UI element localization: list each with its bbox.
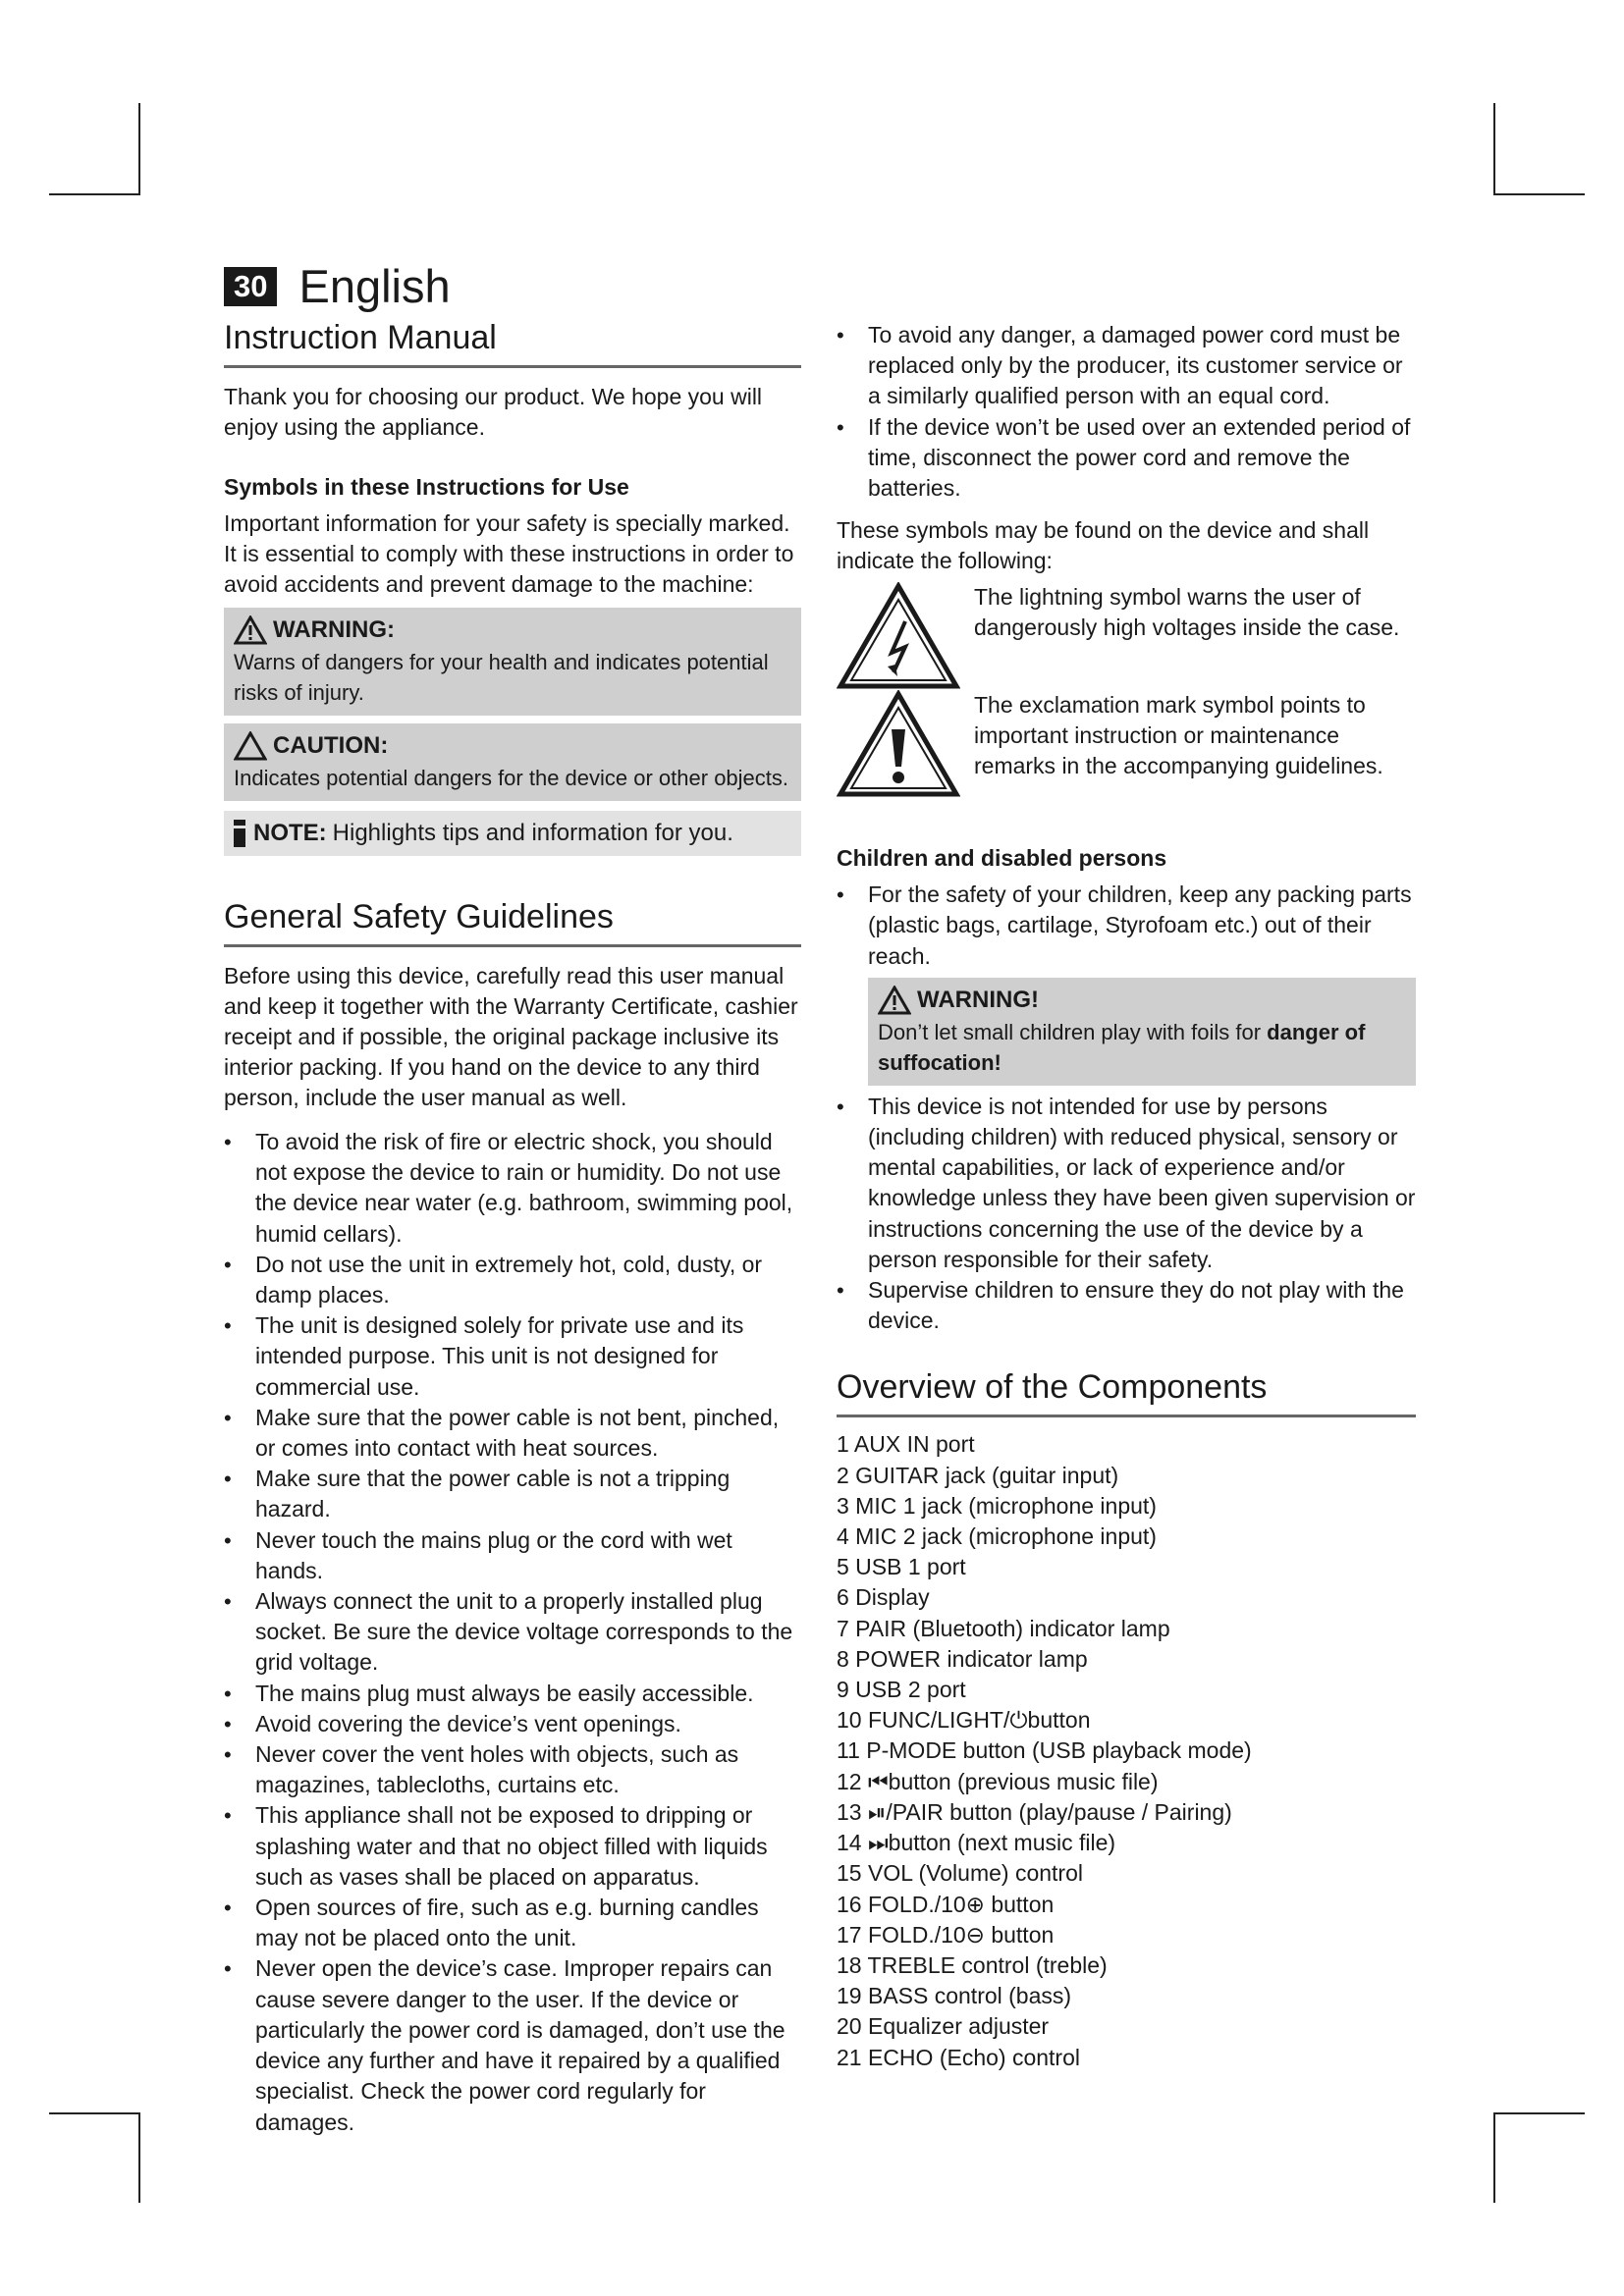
intro-text: Thank you for choosing our product. We hope you will enjoy using the appliance.: [224, 384, 763, 440]
children-warning-text: Don’t let small children play with foils for: [878, 1019, 1262, 1044]
symbols-text: Important information for your safety is specially marked. It is essential to comply with these instructions in order to avoid accidents and prevent damage to the machine:: [224, 510, 794, 597]
list-item: 14 ⏭button (next music file): [837, 1830, 1116, 1856]
note-text: Highlights tips and information for you.: [332, 820, 733, 846]
list-item: • To avoid any danger, a damaged power cord must be replaced only by the producer, its customer service or a similarly qualified person with an equal cord.: [837, 322, 1403, 409]
caution-label: CAUTION:: [273, 732, 389, 759]
crop-mark: [1493, 2112, 1495, 2203]
list-item: 18 TREBLE control (treble): [837, 1951, 1108, 1978]
crop-mark: [49, 2112, 140, 2114]
list-item: 9 USB 2 port: [837, 1677, 966, 1703]
power-cord-list: [837, 320, 1416, 504]
warning-label: WARNING:: [273, 616, 395, 643]
list-item: • Never cover the vent holes with objects, such as magazines, tablecloths, curtains etc.: [224, 1741, 739, 1798]
crop-mark: [1493, 103, 1495, 195]
crop-mark: [1493, 2112, 1585, 2114]
list-item: 6 Display: [837, 1584, 930, 1611]
caution-triangle-icon: [234, 731, 267, 761]
children-warning-box: [868, 978, 1416, 1086]
note-box: [224, 811, 801, 856]
crop-mark: [138, 103, 140, 195]
list-item: 21 ECHO (Echo) control: [837, 2044, 1080, 2070]
list-item: 10 FUNC/LIGHT/⏻button: [837, 1707, 1091, 1734]
crop-mark: [1493, 193, 1585, 195]
list-item: 17 FOLD./10⊖ button: [837, 1921, 1055, 1948]
warning-box: [224, 608, 801, 716]
list-item: 2 GUITAR jack (guitar input): [837, 1462, 1119, 1488]
children-warning-label: WARNING!: [917, 986, 1039, 1013]
list-item: • This device is not intended for use by persons (including children) with reduced physical, sensory or mental capabilities, or lack of experience and/or knowledge unless they have been given supervision or instructions concerning the use of the device by a person responsible for their safety.: [837, 1093, 1416, 1272]
list-item: 15 VOL (Volume) control: [837, 1860, 1083, 1887]
symbols-intro: These symbols may be found on the device and shall indicate the following:: [837, 517, 1370, 574]
list-item: 13 ⏯/PAIR button (play/pause / Pairing): [837, 1798, 1232, 1825]
caution-box: [224, 723, 801, 801]
warning-triangle-icon: [878, 986, 911, 1015]
section-title-components: Overview of the Components: [837, 1365, 1416, 1417]
exclamation-text: The exclamation mark symbol points to important instruction or maintenance remarks in the accompanying guidelines.: [974, 692, 1383, 779]
note-label: NOTE:: [253, 820, 327, 846]
exclamation-warning-icon: [837, 690, 960, 800]
list-item: 5 USB 1 port: [837, 1554, 966, 1580]
lightning-warning-icon: [837, 582, 960, 692]
list-item: • Never open the device’s case. Improper repairs can cause severe danger to the user. If the device or particularly the power cord is damaged, don’t use the device any further and have it repaired by a qualified specialist. Check the power cord regularly for damages.: [224, 1955, 785, 2135]
list-item: 16 FOLD./10⊕ button: [837, 1891, 1055, 1917]
warning-triangle-icon: [234, 615, 267, 645]
section-title-safety: General Safety Guidelines: [224, 895, 801, 947]
list-item: 8 POWER indicator lamp: [837, 1645, 1088, 1672]
list-item: • The mains plug must always be easily accessible.: [224, 1680, 754, 1706]
lightning-symbol-row: [837, 582, 1416, 692]
list-item: • Make sure that the power cable is not bent, pinched, or comes into contact with heat sources.: [224, 1404, 780, 1462]
children-list: [837, 880, 1416, 972]
language-heading: English: [298, 260, 451, 312]
list-item: 1 AUX IN port: [837, 1431, 975, 1458]
children-heading: Children and disabled persons: [837, 845, 1167, 872]
list-item: 20 Equalizer adjuster: [837, 2013, 1050, 2040]
list-item: • Never touch the mains plug or the cord with wet hands.: [224, 1526, 732, 1583]
safety-list: [224, 1127, 801, 2138]
list-item: • Make sure that the power cable is not a tripping hazard.: [224, 1466, 731, 1522]
warning-text: Warns of dangers for your health and indicates potential risks of injury.: [234, 650, 769, 705]
crop-mark: [49, 193, 140, 195]
list-item: • Do not use the unit in extremely hot, cold, dusty, or damp places.: [224, 1251, 763, 1308]
list-item: • If the device won’t be used over an extended period of time, disconnect the power cord and remove the batteries.: [837, 413, 1411, 502]
list-item: 3 MIC 1 jack (microphone input): [837, 1492, 1157, 1519]
lightning-text: The lightning symbol warns the user of dangerously high voltages inside the case.: [974, 584, 1400, 641]
page-number: 30: [224, 267, 277, 306]
caution-text: Indicates potential dangers for the device or other objects.: [234, 766, 789, 790]
children-warning-bold: danger of suffocation!: [878, 1019, 1366, 1075]
list-item: 4 MIC 2 jack (microphone input): [837, 1523, 1157, 1550]
page-header: [224, 257, 451, 316]
list-item: • Open sources of fire, such as e.g. burning candles may not be placed onto the unit.: [224, 1895, 759, 1951]
list-item: • For the safety of your children, keep any packing parts (plastic bags, cartilage, Styrofoam etc.) out of their reach.: [837, 881, 1412, 969]
list-item: • Always connect the unit to a properly installed plug socket. Be sure the device voltage corresponds to the grid voltage.: [224, 1588, 793, 1676]
crop-mark: [138, 2112, 140, 2203]
left-column: [224, 316, 801, 2138]
components-list: [837, 1429, 1416, 2072]
section-title-instruction-manual: Instruction Manual: [224, 316, 801, 368]
children-list-more: [837, 1092, 1416, 1337]
list-item: • Supervise children to ensure they do not play with the device.: [837, 1277, 1404, 1334]
list-item: • This appliance shall not be exposed to dripping or splashing water and that no object filled with liquids such as vases shall be placed on apparatus.: [224, 1802, 768, 1890]
list-item: 19 BASS control (bass): [837, 1983, 1072, 2009]
list-item: 7 PAIR (Bluetooth) indicator lamp: [837, 1615, 1170, 1641]
list-item: • The unit is designed solely for private use and its intended purpose. This unit is not designed for commercial use.: [224, 1312, 744, 1400]
symbols-heading: Symbols in these Instructions for Use: [224, 474, 629, 500]
list-item: • Avoid covering the device’s vent openings.: [224, 1710, 681, 1736]
list-item: • To avoid the risk of fire or electric shock, you should not expose the device to rain or humidity. Do not use the device near water (e.g. bathroom, swimming pool, humid cellars).: [224, 1129, 793, 1247]
exclamation-symbol-row: [837, 690, 1416, 800]
right-column: [837, 316, 1416, 2073]
list-item: 12 ⏮button (previous music file): [837, 1768, 1159, 1794]
safety-intro: Before using this device, carefully read this user manual and keep it together with the Warranty Certificate, cashier receipt and if possible, the original package inclusive its interior packing. If you hand on the device to any third person, include the user manual as well.: [224, 963, 798, 1110]
list-item: 11 P-MODE button (USB playback mode): [837, 1737, 1252, 1764]
info-icon: [232, 819, 247, 848]
